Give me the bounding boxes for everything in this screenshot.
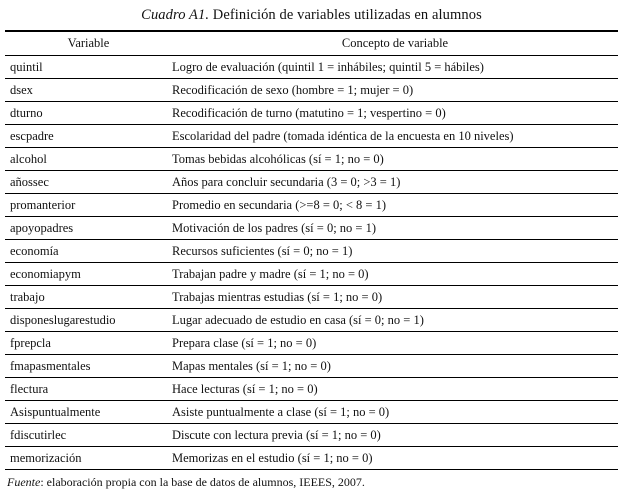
variable-cell: añossec bbox=[10, 174, 49, 189]
table-row bbox=[5, 309, 618, 332]
variable-cell: disponeslugarestudio bbox=[10, 312, 116, 327]
table-row bbox=[5, 125, 618, 148]
concept-cell: Tomas bebidas alcohólicas (sí = 1; no = 0) bbox=[172, 151, 384, 166]
table-title bbox=[0, 0, 623, 25]
source-label: Fuente bbox=[7, 475, 41, 489]
concept-cell: Asiste puntualmente a clase (sí = 1; no = 0) bbox=[172, 404, 390, 419]
concept-cell: Recursos suficientes (sí = 0; no = 1) bbox=[172, 243, 353, 258]
concept-cell: Recodificación de sexo (hombre = 1; mujer = 0) bbox=[172, 82, 414, 97]
table-row bbox=[5, 102, 618, 125]
concept-cell: Prepara clase (sí = 1; no = 0) bbox=[172, 335, 317, 350]
concept-cell: Escolaridad del padre (tomada idéntica de la encuesta en 10 niveles) bbox=[172, 128, 514, 143]
variables-table bbox=[5, 30, 618, 470]
table-title-text: Definición de variables utilizadas en alumnos bbox=[209, 7, 482, 23]
table-row bbox=[5, 56, 618, 79]
variable-cell: dsex bbox=[10, 82, 33, 97]
concept-cell: Motivación de los padres (sí = 0; no = 1) bbox=[172, 220, 376, 235]
table-row bbox=[5, 240, 618, 263]
table-row bbox=[5, 401, 618, 424]
table-row bbox=[5, 332, 618, 355]
table-title-number: Cuadro A1. bbox=[141, 7, 210, 23]
concept-cell: Trabajas mientras estudias (sí = 1; no = 0) bbox=[172, 289, 383, 304]
table-row bbox=[5, 194, 618, 217]
variable-cell: flectura bbox=[10, 381, 49, 396]
concept-cell: Logro de evaluación (quintil 1 = inhábiles; quintil 5 = hábiles) bbox=[172, 59, 484, 74]
concept-cell: Promedio en secundaria (>=8 = 0; < 8 = 1) bbox=[172, 197, 387, 212]
concept-cell: Años para concluir secundaria (3 = 0; >3 = 1) bbox=[172, 174, 401, 189]
variable-cell: memorización bbox=[10, 450, 82, 465]
table-row bbox=[5, 171, 618, 194]
table-row bbox=[5, 424, 618, 447]
table-row bbox=[5, 148, 618, 171]
table-row bbox=[5, 263, 618, 286]
variable-cell: Asispuntualmente bbox=[10, 404, 101, 419]
variable-cell: quintil bbox=[10, 59, 43, 74]
source-note bbox=[7, 475, 618, 490]
source-text: : elaboración propia con la base de datos de alumnos, IEEES, 2007. bbox=[40, 475, 365, 489]
variable-cell: fprepcla bbox=[10, 335, 51, 350]
table-row bbox=[5, 447, 618, 470]
concept-cell: Discute con lectura previa (sí = 1; no = 0) bbox=[172, 427, 381, 442]
variable-cell: dturno bbox=[10, 105, 43, 120]
variable-cell: fmapasmentales bbox=[10, 358, 91, 373]
table-row bbox=[5, 286, 618, 309]
table-row bbox=[5, 217, 618, 240]
table-header-row bbox=[5, 32, 618, 56]
concept-cell: Lugar adecuado de estudio en casa (sí = 0; no = 1) bbox=[172, 312, 424, 327]
table-row bbox=[5, 79, 618, 102]
variable-cell: alcohol bbox=[10, 151, 47, 166]
variable-cell: escpadre bbox=[10, 128, 54, 143]
concept-cell: Memorizas en el estudio (sí = 1; no = 0) bbox=[172, 450, 373, 465]
variable-cell: economiapym bbox=[10, 266, 81, 281]
column-header-concept: Concepto de variable bbox=[341, 36, 449, 50]
table-body bbox=[5, 56, 618, 470]
concept-cell: Mapas mentales (sí = 1; no = 0) bbox=[172, 358, 331, 373]
concept-cell: Hace lecturas (sí = 1; no = 0) bbox=[172, 381, 318, 396]
concept-cell: Trabajan padre y madre (sí = 1; no = 0) bbox=[172, 266, 369, 281]
table-row bbox=[5, 378, 618, 401]
concept-cell: Recodificación de turno (matutino = 1; vespertino = 0) bbox=[172, 105, 446, 120]
column-header-variable: Variable bbox=[67, 36, 110, 50]
variable-cell: trabajo bbox=[10, 289, 45, 304]
variable-cell: promanterior bbox=[10, 197, 76, 212]
variable-cell: fdiscutirlec bbox=[10, 427, 67, 442]
variable-cell: apoyopadres bbox=[10, 220, 74, 235]
variable-cell: economía bbox=[10, 243, 59, 258]
table-row bbox=[5, 355, 618, 378]
